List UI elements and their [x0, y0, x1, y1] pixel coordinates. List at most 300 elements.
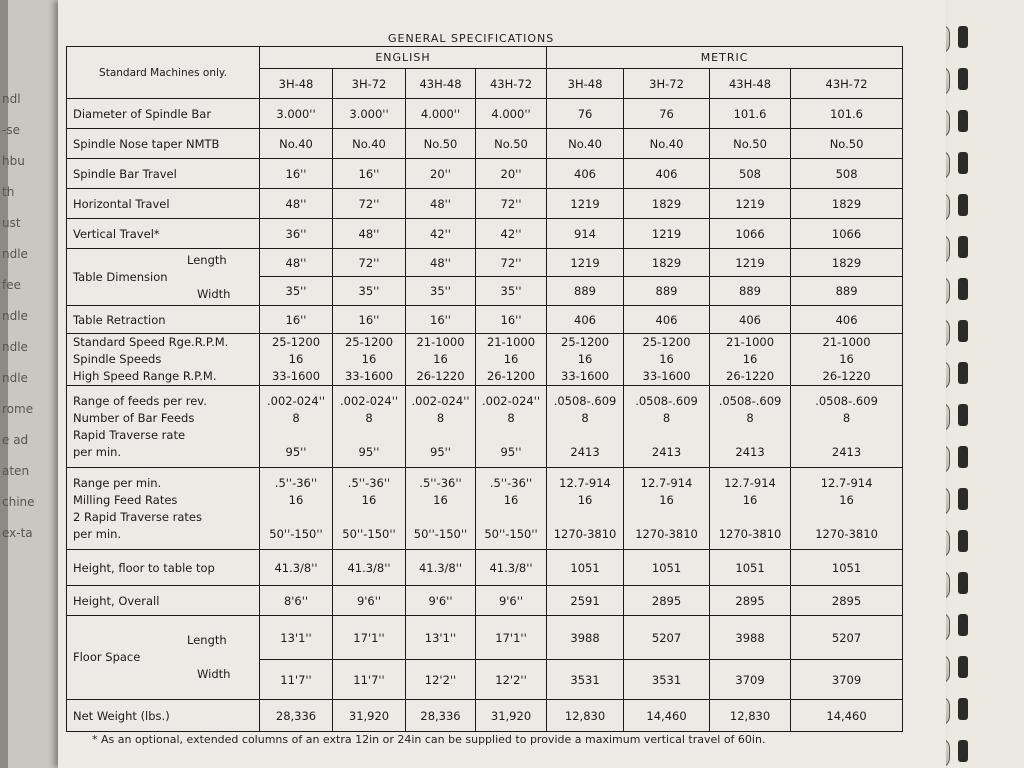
side-text-fragment: rome	[2, 402, 34, 416]
side-text-fragment: ndle	[2, 247, 28, 261]
value-cell	[476, 660, 547, 700]
ring-slot	[958, 362, 968, 384]
row-label-cell	[67, 189, 260, 219]
value-cell	[333, 249, 406, 277]
cell-value: 42''	[500, 226, 522, 241]
cell-value: 1829	[651, 255, 682, 270]
cell-value: 2895	[735, 593, 765, 608]
cell-value: 33-1600	[271, 369, 321, 383]
sub-label: Length	[187, 252, 227, 267]
value-cell	[624, 586, 710, 616]
side-text-fragment: -se	[2, 123, 20, 137]
cell-value: 12,830	[729, 708, 771, 723]
value-cell	[710, 660, 791, 700]
value-cell	[547, 468, 624, 550]
cell-value: 95''	[500, 444, 522, 459]
value-cell	[791, 468, 903, 550]
cell-value: 48''	[430, 255, 451, 270]
cell-value: 16''	[285, 166, 307, 181]
cell-value: 406	[835, 312, 858, 327]
cell-value: No.40	[568, 136, 602, 151]
value-cell	[624, 249, 710, 277]
cell-value: 3.000''	[276, 106, 316, 121]
row-label-cell	[67, 468, 260, 550]
table-row	[67, 129, 903, 159]
cell-value: 16	[742, 492, 758, 507]
value-cell	[710, 219, 791, 249]
table-row	[67, 219, 903, 249]
value-cell	[260, 249, 333, 277]
cell-value: .002-024''	[411, 393, 470, 408]
row-label-cell	[67, 334, 260, 386]
cell-value: 11'7''	[353, 672, 385, 687]
group-metric: METRIC	[547, 47, 903, 69]
value-cell	[547, 700, 624, 732]
value-cell	[624, 159, 710, 189]
ring-slot	[958, 404, 968, 426]
cell-value: 13'1''	[424, 630, 457, 645]
cell-value: 14,460	[646, 708, 687, 723]
value-cell	[260, 586, 333, 616]
cell-value: 8	[581, 410, 589, 425]
cell-value: 25-1200	[561, 335, 610, 349]
spec-table	[66, 46, 903, 732]
cell-value: 3988	[570, 630, 600, 645]
cell-value: 8	[507, 410, 515, 425]
value-cell	[476, 306, 547, 334]
value-cell	[547, 386, 624, 468]
row-label-cell	[67, 249, 260, 306]
column-header	[710, 69, 791, 99]
ring-slot	[958, 740, 968, 762]
ring-slot	[958, 488, 968, 510]
value-cell	[333, 306, 406, 334]
cell-value: 3531	[570, 672, 600, 687]
value-cell	[476, 468, 547, 550]
cell-value: No.50	[494, 136, 528, 151]
cell-value: 889	[739, 284, 761, 298]
column-header-label: 43H-72	[489, 76, 533, 91]
value-cell	[260, 129, 333, 159]
ring-slot	[958, 446, 968, 468]
value-cell	[333, 550, 406, 586]
cell-value: 1829	[831, 196, 862, 211]
cell-value: 8	[746, 410, 754, 425]
value-cell	[624, 219, 710, 249]
table-row	[67, 550, 903, 586]
cell-value: 16	[577, 492, 593, 507]
value-cell	[710, 277, 791, 306]
value-cell	[333, 700, 406, 732]
side-text-fragment: aten	[2, 464, 30, 478]
value-cell	[406, 660, 476, 700]
ring-slot	[958, 614, 968, 636]
value-cell	[547, 586, 624, 616]
cell-value: 35''	[430, 284, 451, 298]
value-cell	[476, 219, 547, 249]
row-label-line: Milling Feed Rates	[73, 492, 178, 507]
cell-value: 12,830	[564, 708, 606, 723]
value-cell	[791, 249, 903, 277]
cell-value: .0508-.609	[718, 393, 782, 408]
cell-value: 8	[365, 410, 373, 425]
value-cell	[260, 277, 333, 306]
value-cell	[547, 616, 624, 660]
column-header-label: 3H-48	[278, 76, 314, 91]
side-text-fragment: ex-ta	[2, 526, 33, 540]
cell-value: 1270-3810	[815, 526, 878, 541]
value-cell	[710, 468, 791, 550]
cell-value: .002-024''	[482, 393, 541, 408]
cell-value: .5''-36''	[419, 475, 462, 490]
cell-value: 508	[739, 166, 761, 181]
value-cell	[710, 586, 791, 616]
column-header	[791, 69, 903, 99]
value-cell	[791, 660, 903, 700]
table-row	[67, 386, 903, 468]
value-cell	[260, 159, 333, 189]
cell-value: 12.7-914	[559, 475, 611, 490]
cell-value: 3988	[735, 630, 765, 645]
cell-value: 26-1220	[726, 369, 775, 383]
cell-value: 4.000''	[420, 106, 461, 121]
value-cell	[476, 550, 547, 586]
cell-value: .002-024''	[266, 393, 326, 408]
corner-label-cell	[67, 47, 260, 99]
value-cell	[710, 99, 791, 129]
cell-value: 41.3/8''	[347, 560, 391, 575]
table-row	[67, 189, 903, 219]
row-label-line: High Speed Range R.P.M.	[73, 369, 217, 383]
cell-value: 16''	[430, 312, 451, 327]
cell-value: .0508-.609	[553, 393, 617, 408]
value-cell	[547, 277, 624, 306]
cell-value: 1051	[651, 560, 682, 575]
sub-label: Width	[197, 286, 231, 301]
cell-value: No.40	[279, 136, 313, 151]
cell-value: 16''	[285, 312, 307, 327]
cell-value: 16	[577, 352, 593, 366]
side-text-fragment: ndle	[2, 340, 28, 354]
value-cell	[791, 386, 903, 468]
table-row	[67, 249, 903, 277]
value-cell	[406, 616, 476, 660]
cell-value: 72''	[358, 196, 380, 211]
corner-label: Standard Machines only.	[99, 66, 227, 79]
ring-slot	[958, 278, 968, 300]
cell-value: 48''	[285, 255, 307, 270]
value-cell	[260, 189, 333, 219]
cell-value: 12.7-914	[724, 475, 776, 490]
value-cell	[547, 334, 624, 386]
row-label-line: Rapid Traverse rate	[73, 427, 186, 442]
row-label-cell	[67, 700, 260, 732]
cell-value: 21-1000	[486, 335, 536, 349]
value-cell	[547, 219, 624, 249]
cell-value: 1051	[570, 560, 600, 575]
value-cell	[710, 334, 791, 386]
value-cell	[476, 249, 547, 277]
cell-value: 25-1200	[271, 335, 321, 349]
column-header-label: 3H-48	[567, 76, 603, 91]
value-cell	[476, 129, 547, 159]
cell-value: 406	[574, 166, 596, 181]
value-cell	[406, 586, 476, 616]
value-cell	[476, 99, 547, 129]
cell-value: 31,920	[348, 708, 390, 723]
side-text-fragment: chine	[2, 495, 35, 509]
row-label: Vertical Travel*	[73, 226, 160, 241]
cell-value: 95''	[285, 444, 307, 459]
cell-value: 3.000''	[349, 106, 389, 121]
cell-value: 25-1200	[344, 335, 394, 349]
ring-slot	[958, 572, 968, 594]
cell-value: 72''	[500, 196, 522, 211]
value-cell	[791, 550, 903, 586]
cell-value: 1219	[651, 226, 682, 241]
cell-value: 8	[292, 410, 300, 425]
value-cell	[333, 334, 406, 386]
cell-value: 26-1200	[486, 369, 536, 383]
cell-value: 8	[436, 410, 445, 425]
row-label-line: Number of Bar Feeds	[73, 410, 195, 425]
row-label-cell	[67, 306, 260, 334]
value-cell	[406, 99, 476, 129]
cell-value: 101.6	[830, 106, 864, 121]
cell-value: 9'6''	[356, 593, 382, 608]
cell-value: 16	[503, 492, 519, 507]
group-label: Floor Space	[73, 650, 141, 664]
cell-value: 16	[503, 352, 519, 366]
spec-page	[58, 0, 946, 768]
cell-value: 9'6''	[428, 593, 453, 608]
cell-value: 101.6	[733, 106, 767, 121]
value-cell	[333, 386, 406, 468]
value-cell	[547, 159, 624, 189]
value-cell	[333, 277, 406, 306]
value-cell	[260, 334, 333, 386]
cell-value: 35''	[285, 284, 307, 298]
table-row	[67, 468, 903, 550]
value-cell	[791, 334, 903, 386]
cell-value: 16''	[358, 312, 380, 327]
cell-value: 41.3/8''	[489, 560, 533, 575]
row-label-line: Standard Speed Rge.R.P.M.	[73, 335, 229, 349]
cell-value: 1219	[570, 196, 600, 211]
cell-value: No.50	[733, 136, 767, 151]
side-text-fragment: ndle	[2, 371, 28, 385]
cell-value: 2591	[570, 593, 600, 608]
side-text-fragment: ndle	[2, 309, 28, 323]
cell-value: .5''-36''	[274, 475, 318, 490]
cell-value: No.50	[423, 136, 458, 151]
row-label-line: Spindle Speeds	[73, 352, 162, 366]
value-cell	[624, 306, 710, 334]
cell-value: 95''	[358, 444, 380, 459]
ring-slot	[958, 656, 968, 678]
value-cell	[476, 189, 547, 219]
column-header-label: 43H-48	[419, 76, 462, 91]
value-cell	[406, 189, 476, 219]
column-header-label: 43H-48	[728, 76, 772, 91]
cell-value: 406	[655, 166, 678, 181]
column-header	[547, 69, 624, 99]
cell-value: 50''-150''	[484, 526, 538, 541]
side-text-fragment: th	[2, 185, 15, 199]
cell-value: 36''	[285, 226, 307, 241]
cell-value: 31,920	[490, 708, 532, 723]
row-label-cell	[67, 616, 260, 700]
value-cell	[406, 306, 476, 334]
value-cell	[624, 550, 710, 586]
cell-value: 1051	[831, 560, 862, 575]
cell-value: 50''-150''	[342, 526, 396, 541]
row-label: Spindle Bar Travel	[73, 166, 177, 181]
value-cell	[624, 129, 710, 159]
value-cell	[260, 219, 333, 249]
cell-value: 21-1000	[822, 335, 871, 349]
ring-slot	[958, 530, 968, 552]
value-cell	[260, 700, 333, 732]
column-header	[624, 69, 710, 99]
ring-slot	[958, 194, 968, 216]
row-label: Height, floor to table top	[73, 560, 215, 575]
cell-value: 16	[839, 492, 854, 507]
value-cell	[476, 277, 547, 306]
value-cell	[260, 550, 333, 586]
row-label-line: 2 Rapid Traverse rates	[73, 509, 202, 524]
row-label-line: Range per min.	[73, 475, 162, 490]
cell-value: 95''	[430, 444, 451, 459]
row-label-line: per min.	[73, 444, 122, 459]
cell-value: 8	[662, 410, 671, 425]
value-cell	[260, 386, 333, 468]
value-cell	[710, 550, 791, 586]
cell-value: 406	[574, 312, 596, 327]
cell-value: 2413	[570, 444, 600, 459]
row-label: Table Retraction	[73, 312, 166, 327]
cell-value: 16	[433, 492, 448, 507]
cell-value: 33-1600	[642, 369, 691, 383]
value-cell	[547, 249, 624, 277]
value-cell	[406, 468, 476, 550]
row-label-line: Range of feeds per rev.	[73, 393, 207, 408]
value-cell	[791, 189, 903, 219]
cell-value: 9'6''	[498, 593, 524, 608]
ring-slot	[958, 698, 968, 720]
cell-value: .5''-36''	[489, 475, 533, 490]
cell-value: 1270-3810	[718, 526, 782, 541]
table-row	[67, 306, 903, 334]
column-header	[333, 69, 406, 99]
value-cell	[260, 99, 333, 129]
value-cell	[547, 306, 624, 334]
value-cell	[547, 99, 624, 129]
cell-value: 8'6''	[283, 593, 309, 608]
value-cell	[476, 616, 547, 660]
cell-value: 28,336	[420, 708, 461, 723]
table-row	[67, 700, 903, 732]
value-cell	[710, 129, 791, 159]
cell-value: 33-1600	[344, 369, 394, 383]
cell-value: 3531	[651, 672, 682, 687]
value-cell	[791, 700, 903, 732]
column-header-label: 43H-72	[825, 76, 868, 91]
cell-value: 13'1''	[280, 630, 312, 645]
cell-value: 5207	[831, 630, 862, 645]
cell-value: 25-1200	[642, 335, 691, 349]
value-cell	[547, 189, 624, 219]
row-label-cell	[67, 586, 260, 616]
cell-value: 17'1''	[353, 630, 385, 645]
row-label-cell	[67, 386, 260, 468]
value-cell	[406, 334, 476, 386]
cell-value: 1829	[651, 196, 682, 211]
group-label: Table Dimension	[73, 269, 168, 284]
value-cell	[476, 159, 547, 189]
cell-value: 12.7-914	[640, 475, 693, 490]
side-text-fragment: fee	[2, 278, 21, 292]
cell-value: 20''	[500, 166, 522, 181]
value-cell	[406, 277, 476, 306]
value-cell	[333, 616, 406, 660]
value-cell	[791, 277, 903, 306]
cell-value: 1219	[570, 255, 600, 270]
sub-label: Length	[187, 633, 227, 647]
value-cell	[476, 386, 547, 468]
cell-value: 76	[659, 106, 674, 121]
cell-value: 72''	[500, 255, 522, 270]
table-row	[67, 586, 903, 616]
cell-value: 48''	[430, 196, 451, 211]
cell-value: 16	[839, 352, 854, 366]
row-label-cell	[67, 129, 260, 159]
value-cell	[406, 700, 476, 732]
value-cell	[547, 129, 624, 159]
value-cell	[791, 219, 903, 249]
value-cell	[406, 550, 476, 586]
cell-value: 1051	[735, 560, 765, 575]
value-cell	[624, 277, 710, 306]
value-cell	[260, 468, 333, 550]
value-cell	[476, 586, 547, 616]
cell-value: 33-1600	[561, 369, 610, 383]
value-cell	[624, 660, 710, 700]
cell-value: 16	[659, 492, 674, 507]
cell-value: 406	[739, 312, 761, 327]
cell-value: 48''	[358, 226, 380, 241]
value-cell	[406, 159, 476, 189]
spec-table-body	[67, 99, 903, 732]
ring-slot	[958, 236, 968, 258]
ring-slot	[958, 152, 968, 174]
cell-value: 20''	[430, 166, 451, 181]
value-cell	[624, 189, 710, 219]
column-header	[260, 69, 333, 99]
value-cell	[624, 99, 710, 129]
cell-value: 28,336	[275, 708, 317, 723]
cell-value: 1829	[831, 255, 862, 270]
row-label: Diameter of Spindle Bar	[73, 106, 212, 121]
cell-value: 16	[361, 492, 377, 507]
cell-value: 914	[574, 226, 596, 241]
ring-slot	[958, 68, 968, 90]
side-text-fragment: ust	[2, 216, 21, 230]
cell-value: 4.000''	[491, 106, 531, 121]
value-cell	[333, 159, 406, 189]
sub-label: Width	[197, 667, 231, 681]
value-cell	[791, 129, 903, 159]
